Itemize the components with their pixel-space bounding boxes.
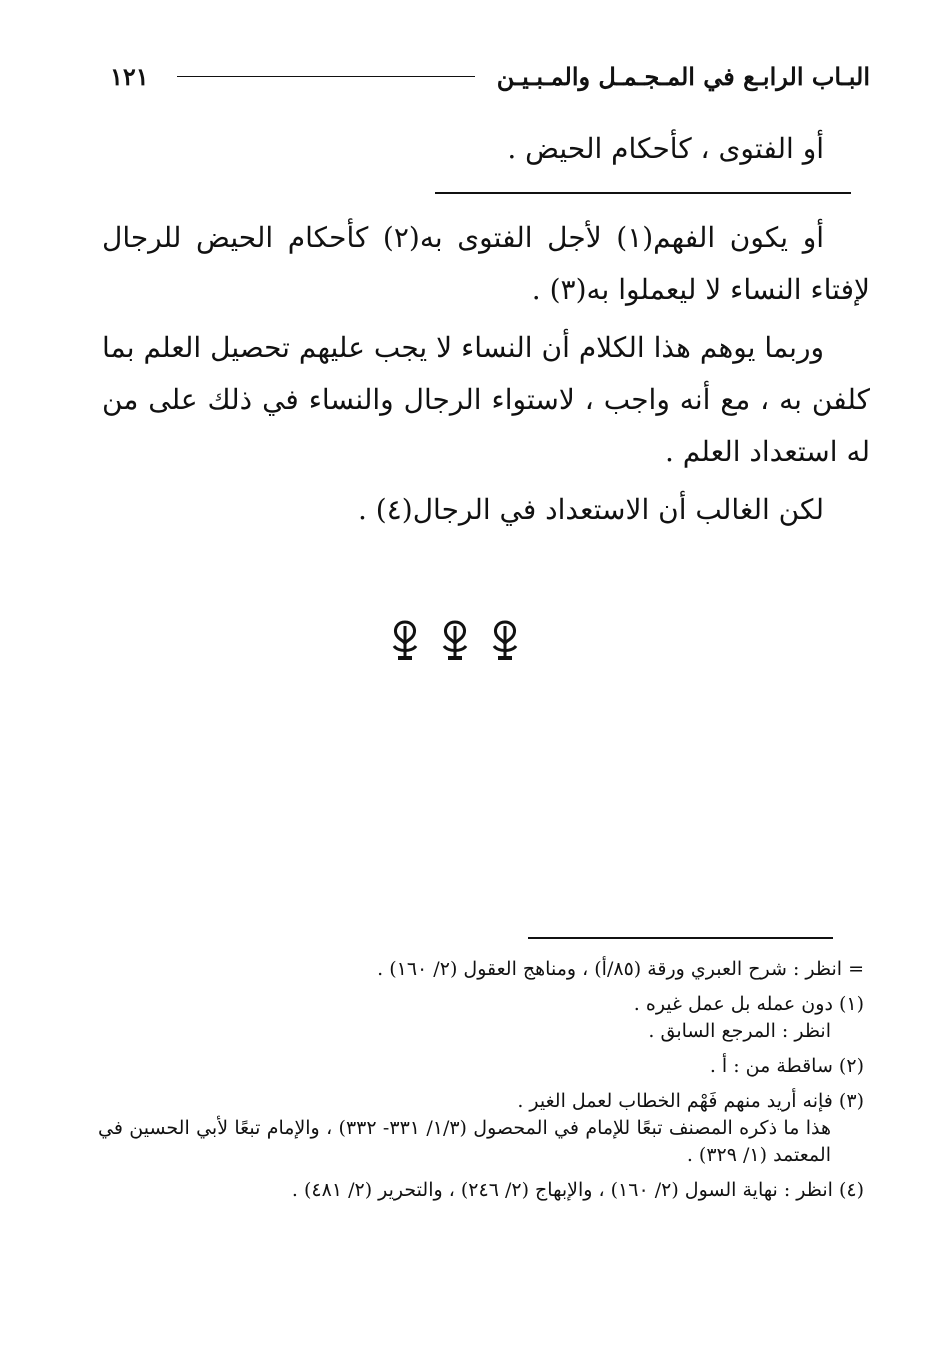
quoted-text: أو الفتوى ، كأحكام الحيض . [507, 132, 824, 165]
running-header [100, 56, 870, 96]
fleuron-ornament [380, 618, 530, 664]
footnote-rule [528, 937, 833, 939]
footnote-1-reference: انظر : المرجع السابق . [648, 1020, 831, 1042]
fleuron-icon [394, 622, 416, 658]
paragraph-3: لكن الغالب أن الاستعداد في الرجال(٤) . [357, 493, 824, 526]
footnote-4-text: (٤) انظر : نهاية السول (٢/ ١٦٠) ، والإبهاج (٢/ ٢٤٦) ، والتحرير (٢/ ٤٨١) . [291, 1179, 864, 1201]
paragraph-1: أو يكون الفهم(١) لأجل الفتوى به(٢) كأحكام الحيض للرجال لإفتاء النساء لا ليعملوا به(٣) . [102, 221, 870, 306]
footnote-continuation-text: = انظر : شرح العبري ورقة (٨٥/أ) ، ومناهج العقول (٢/ ١٦٠) . [377, 958, 864, 980]
footnote-2-text: (٢) ساقطة من : أ . [709, 1055, 864, 1077]
footnote-1-text: (١) دون عمله بل عمل غيره . [633, 993, 864, 1015]
footnote-4 [98, 1177, 864, 1204]
footnotes [98, 956, 864, 1212]
fleuron-icon [444, 622, 466, 658]
commentary-body [102, 212, 870, 542]
footnote-3-reference: هذا ما ذكره المصنف تبعًا للإمام في المحصول (١/٣/ ٣٣١- ٣٣٢) ، والإمام تبعًا لأبي الحسين في المعتمد (١/ ٣٢٩) . [98, 1117, 831, 1166]
page-number: ١٢١ [110, 61, 149, 91]
footnote-continuation [98, 956, 864, 983]
paragraph-2: وربما يوهم هذا الكلام أن النساء لا يجب عليهم تحصيل العلم بما كلفن به ، مع أنه واجب ، لاستواء الرجال والنساء في ذلك على من له استعداد العلم . [102, 331, 870, 468]
footnote-2 [98, 1053, 864, 1080]
quote-rule [435, 192, 851, 194]
chapter-title: البـاب الرابـع في المـجـمـل والمـبـيـن [496, 61, 870, 91]
footnote-3-text: (٣) فإنه أريد منهم فَهْم الخطاب لعمل الغير . [517, 1090, 864, 1112]
footnote-1 [98, 991, 864, 1045]
fleuron-icon [494, 622, 516, 658]
header-rule [177, 76, 475, 77]
footnote-3 [98, 1088, 864, 1169]
